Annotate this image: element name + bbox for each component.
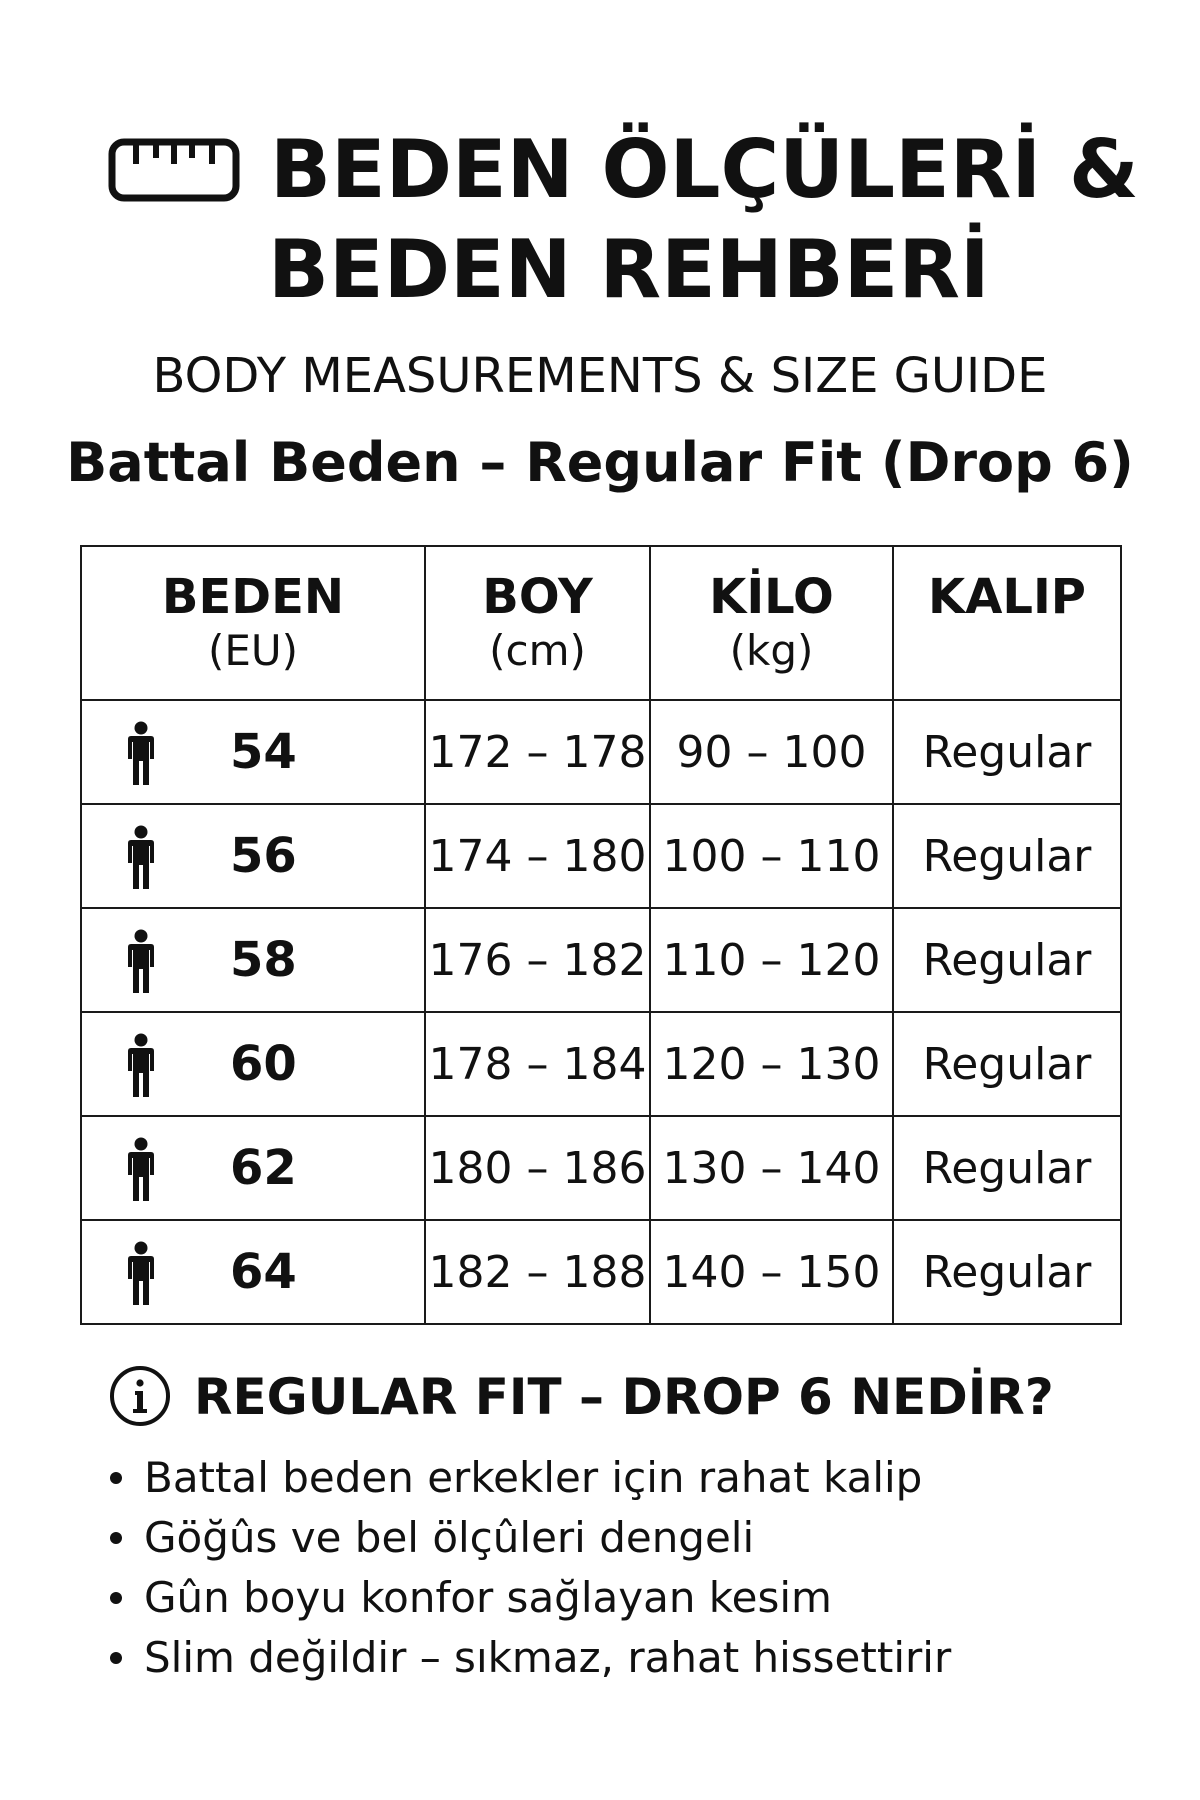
size-value: 54 [230, 724, 297, 780]
table-row [81, 804, 1121, 908]
page-subtitle: BODY MEASUREMENTS & SIZE GUIDE [152, 348, 1048, 404]
size-value: 64 [230, 1244, 297, 1300]
table-row [81, 908, 1121, 1012]
cell-kalip: Regular [893, 908, 1121, 1012]
cell-boy: 182 – 188 [425, 1220, 650, 1324]
info-icon [108, 1364, 172, 1428]
size-table [80, 545, 1122, 1325]
list-item [108, 1628, 1148, 1688]
info-title: REGULAR FIT – DROP 6 NEDİR? [194, 1368, 1054, 1426]
list-item-text: Göğûs ve bel ölçûleri dengeli [144, 1513, 755, 1562]
list-item-text: Battal beden erkekler için rahat kalip [144, 1453, 923, 1502]
cell-size [81, 1012, 425, 1116]
header-sub: (cm) [489, 626, 586, 675]
cell-boy: 178 – 184 [425, 1012, 650, 1116]
cell-size [81, 1220, 425, 1324]
bullet-icon [110, 1472, 122, 1484]
header-main: BOY [482, 569, 593, 625]
cell-size [81, 804, 425, 908]
header-main: KALIP [928, 569, 1086, 625]
cell-kilo: 140 – 150 [650, 1220, 893, 1324]
bullet-icon [110, 1592, 122, 1604]
person-icon [126, 1033, 156, 1099]
bullet-icon [110, 1532, 122, 1544]
cell-size [81, 908, 425, 1012]
list-item-text: Gûn boyu konfor sağlayan kesim [144, 1573, 832, 1622]
cell-kalip: Regular [893, 1012, 1121, 1116]
bullet-icon [110, 1652, 122, 1664]
header-kilo [650, 546, 893, 700]
cell-size [81, 1116, 425, 1220]
info-title-row [108, 1362, 1148, 1438]
table-body [81, 700, 1121, 1324]
header-sub: (kg) [729, 626, 814, 675]
person-icon [126, 1137, 156, 1203]
table-row [81, 1116, 1121, 1220]
table-row [81, 1220, 1121, 1324]
list-item [108, 1448, 1148, 1508]
list-item [108, 1508, 1148, 1568]
info-section [108, 1362, 1148, 1688]
cell-boy: 172 – 178 [425, 700, 650, 804]
header-boy [425, 546, 650, 700]
table-row [81, 1012, 1121, 1116]
header [0, 118, 1200, 494]
page-title-line-1: BEDEN ÖLÇÜLERİ & [270, 123, 1139, 216]
header-beden [81, 546, 425, 700]
size-value: 62 [230, 1140, 297, 1196]
size-value: 58 [230, 932, 297, 988]
title-row [0, 118, 1200, 338]
cell-kalip: Regular [893, 1220, 1121, 1324]
cell-kilo: 130 – 140 [650, 1116, 893, 1220]
cell-kilo: 100 – 110 [650, 804, 893, 908]
header-sub: (EU) [207, 626, 299, 675]
size-value: 56 [230, 828, 297, 884]
ruler-icon [108, 138, 240, 202]
cell-kalip: Regular [893, 804, 1121, 908]
cell-size [81, 700, 425, 804]
cell-kilo: 110 – 120 [650, 908, 893, 1012]
info-list [108, 1448, 1148, 1688]
cell-boy: 180 – 186 [425, 1116, 650, 1220]
list-item [108, 1568, 1148, 1628]
header-kalip [893, 546, 1121, 700]
cell-boy: 174 – 180 [425, 804, 650, 908]
table-header-row [81, 546, 1121, 700]
person-icon [126, 929, 156, 995]
cell-kilo: 120 – 130 [650, 1012, 893, 1116]
cell-kalip: Regular [893, 700, 1121, 804]
header-main: BEDEN [161, 569, 345, 625]
cell-boy: 176 – 182 [425, 908, 650, 1012]
page-title-line-2: BEDEN REHBERİ [268, 223, 990, 316]
cell-kalip: Regular [893, 1116, 1121, 1220]
list-item-text: Slim değildir – sıkmaz, rahat hissettirir [144, 1633, 952, 1682]
person-icon [126, 1241, 156, 1307]
fit-subtitle: Battal Beden – Regular Fit (Drop 6) [66, 431, 1134, 494]
person-icon [126, 825, 156, 891]
person-icon [126, 721, 156, 787]
cell-kilo: 90 – 100 [650, 700, 893, 804]
size-value: 60 [230, 1036, 297, 1092]
header-main: KİLO [709, 569, 834, 625]
table-row [81, 700, 1121, 804]
